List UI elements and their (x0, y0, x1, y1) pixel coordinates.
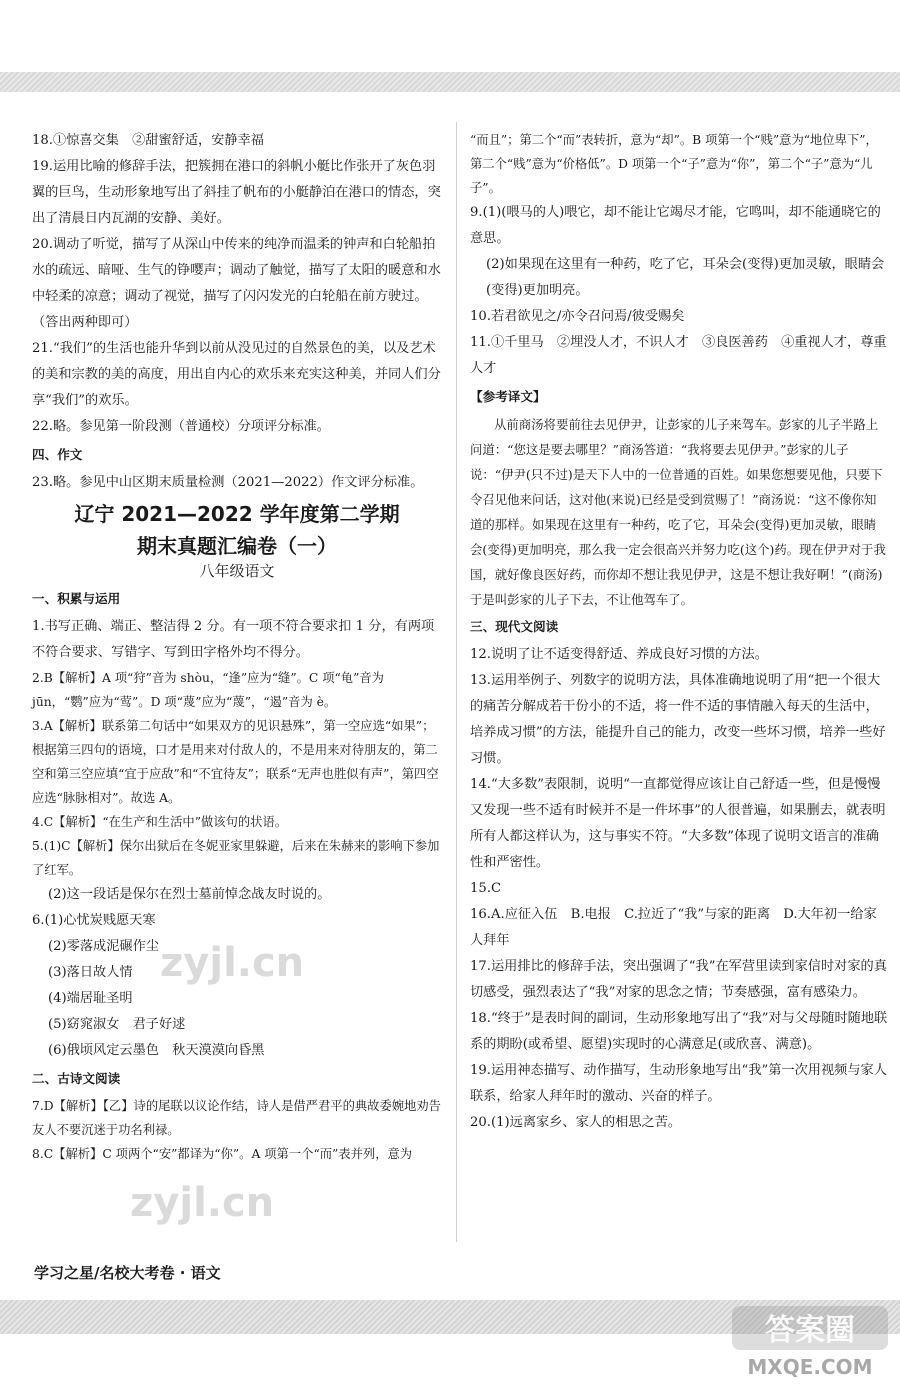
answer-item: 20.调动了听觉，描写了从深山中传来的纯净而温柔的钟声和白轮船拍水的疏远、暗哑、生气的铮嘤声；调动了触觉，描写了太阳的暖意和水中轻柔的凉意；调动了视觉，描写了闪闪发光的白轮船在前方驶过。（答出两种即可） (32, 237, 441, 330)
answer-item: 1.书写正确、端正、整洁得 2 分。有一项不符合要求扣 1 分，有两项不符合要求、写错字、写到田字格外均不得分。 (32, 619, 435, 660)
exam-title: 辽宁 2021—2022 学年度第二学期 (74, 502, 400, 526)
answer-item: 3.A【解析】联系第二句话中“如果双方的见识悬殊”，第一空应选“如果”；根据第三四句的语境，口才是用来对付敌人的，不是用来对待朋友的，第二空和第三空应填“宜于应敌”和“不宜待友”；联系“无声也胜似有声”，第四空应选“脉脉相对”。故选 A。 (32, 719, 439, 805)
answer-item: 12.说明了让不适变得舒适、养成良好习惯的方法。 (470, 647, 768, 662)
answer-item: 9.(1)(喂马的人)喂它，却不能让它竭尽才能，它鸣叫，却不能通晓它的意思。 (470, 205, 881, 246)
section-heading: 三、现代文阅读 (470, 619, 559, 634)
answer-item: 5.(1)C【解析】保尔出狱后在冬妮亚家里躲避，后来在朱赫来的影响下参加了红军。 (32, 839, 440, 877)
exam-subtitle: 八年级语文 (199, 562, 275, 580)
answer-item: 2.B【解析】A 项“狩”音为 shòu，“逢”应为“缝”。C 项“龟”音为 jūn，“鹦”应为“莺”。D 项“蔑”应为“蔑”，“遏”音为 è。 (32, 671, 384, 709)
answer-item: 22.略。参见第一阶段测（普通校）分项评分标准。 (32, 419, 330, 434)
column-divider (456, 122, 457, 1242)
site-logo (728, 1302, 893, 1382)
answer-item: 23.略。参见中山区期末质量检测（2021—2022）作文评分标准。 (32, 475, 424, 490)
watermark-low: zyjl.cn (130, 1180, 275, 1226)
answer-item: 4.C【解析】“在生产和生活中”做该句的状语。 (32, 815, 288, 829)
left-column (32, 128, 442, 1166)
logo-text-bottom: MXQE.COM (747, 1355, 873, 1379)
answer-item: 18.①惊喜交集 ②甜蜜舒适，安静幸福 (32, 133, 264, 148)
answer-item: 10.若君欲见之/亦令召问焉/彼受赐矣 (470, 309, 685, 324)
top-gray-band (0, 72, 900, 92)
answer-item: “而且”；第二个“而”表转折，意为“却”。B 项第一个“贱”意为“地位卑下”，第二个“贱”意为“价格低”。D 项第一个“子”意为“你”，第二个“子”意为“儿子”。 (470, 133, 878, 195)
answer-item: 16.A.应征入伍 B.电报 C.拉近了“我”与家的距离 D.大年初一给家人拜年 (470, 907, 877, 948)
answer-item: 18.“终于”是表时间的副词，生动形象地写出了“我”对与父母随时随地联系的期盼(或希望、愿望)实现时的心满意足(或欣喜、满意)。 (470, 1011, 888, 1052)
watermark-mid: zyjl.cn (160, 940, 305, 986)
right-column (470, 128, 888, 1136)
answer-subitem: (3)落日故人情 (48, 965, 133, 980)
answer-item: 7.D【解析】【乙】诗的尾联以议论作结，诗人是借严君平的典故委婉地劝告友人不要沉迷于功名利禄。 (32, 1099, 441, 1137)
answer-subitem: (2)这一段话是保尔在烈士墓前悼念战友时说的。 (48, 887, 331, 902)
answer-item: 14.“大多数”表限制，说明“一直都觉得应该让自己舒适一些，但是慢慢又发现一些不适有时候并不是一件坏事”的人很普遍，如果删去，就表明所有人都这样认为，这与事实不符。“大多数”体现了说明文语言的准确性和严密性。 (470, 777, 886, 870)
answer-item: 20.(1)远离家乡、家人的相思之苦。 (470, 1115, 682, 1130)
answer-item: 13.运用举例子、列数字的说明方法，具体准确地说明了用“把一个很大的痛苦分解成若干份小的不适，将一件不适的事情融入每天的生活中，培养成习惯”的方法，能提升自己的能力，改变一些坏习惯，培养一些好习惯。 (470, 673, 886, 766)
reference-translation: 从前商汤将要前往去见伊尹，让彭家的儿子来驾车。彭家的儿子半路上问道：“您这是要去哪里？”商汤答道：“我将要去见伊尹。”彭家的儿子说：“伊尹(只不过)是天下人中的一位普通的百姓。如果您想要见他，只要下令召见他来问话，这对他(来说)已经是受到赏赐了！”商汤说：“这不像你知道的那样。如果现在这里有一种药，吃了它，耳朵会(变得)更加灵敏，眼睛会(变得)更加明亮，那么我一定会很高兴并努力吃(这个)药。现在伊尹对于我国，就好像良医好药，而你却不想让我见伊尹，这是不想让我好啊！”(商汤)于是叫彭家的儿子下去，不让他驾车了。 (470, 417, 886, 607)
answer-item: 8.C【解析】C 项两个“安”都译为“你”。A 项第一个“而”表并列，意为 (32, 1147, 413, 1161)
answer-subitem: (5)窈窕淑女 君子好逑 (48, 1017, 186, 1032)
answer-subitem: (4)端居耻圣明 (48, 991, 133, 1006)
answer-item: 21.“我们”的生活也能升华到以前从没见过的自然景色的美，以及艺术的美和宗教的美的高度，用出自内心的欢乐来充实这种美，并同人们分享“我们”的欢乐。 (32, 341, 441, 408)
section-heading: 一、积累与运用 (32, 591, 121, 606)
answer-item: 19.运用神态描写、动作描写，生动形象地写出“我”第一次用视频与家人联系，给家人拜年时的激动、兴奋的样子。 (470, 1063, 887, 1104)
answer-subitem: (2)零落成泥碾作尘 (48, 939, 159, 954)
answer-subitem: (2)如果现在这里有一种药，吃了它，耳朵会(变得)更加灵敏，眼睛会(变得)更加明亮。 (486, 257, 885, 298)
section-heading: 二、古诗文阅读 (32, 1071, 121, 1086)
section-heading: 【参考译文】 (470, 389, 546, 404)
footer-series-title: 学习之星/名校大考卷 · 语文 (34, 1264, 221, 1282)
answer-item: 19.运用比喻的修辞手法，把簇拥在港口的斜帆小艇比作张开了灰色羽翼的巨鸟，生动形象地写出了斜挂了帆布的小艇静泊在港口的情态，突出了清晨日内瓦湖的安静、美好。 (32, 159, 441, 226)
answer-subitem: (6)俄顷风定云墨色 秋天漠漠向昏黑 (48, 1043, 265, 1058)
answer-item: 6.(1)心忧炭贱愿天寒 (32, 913, 156, 928)
answer-item: 11.①千里马 ②埋没人才，不识人才 ③良医善药 ④重视人才，尊重人才 (470, 335, 887, 376)
exam-title: 期末真题汇编卷（一） (137, 534, 337, 558)
answer-item: 15.C (470, 881, 502, 896)
answer-item: 17.运用排比的修辞手法，突出强调了“我”在军营里读到家信时对家的真切感受，强烈表达了“我”对家的思念之情；节奏感强，富有感染力。 (470, 959, 887, 1000)
logo-text-top: 答案圈 (765, 1313, 855, 1348)
section-heading: 四、作文 (32, 447, 83, 462)
